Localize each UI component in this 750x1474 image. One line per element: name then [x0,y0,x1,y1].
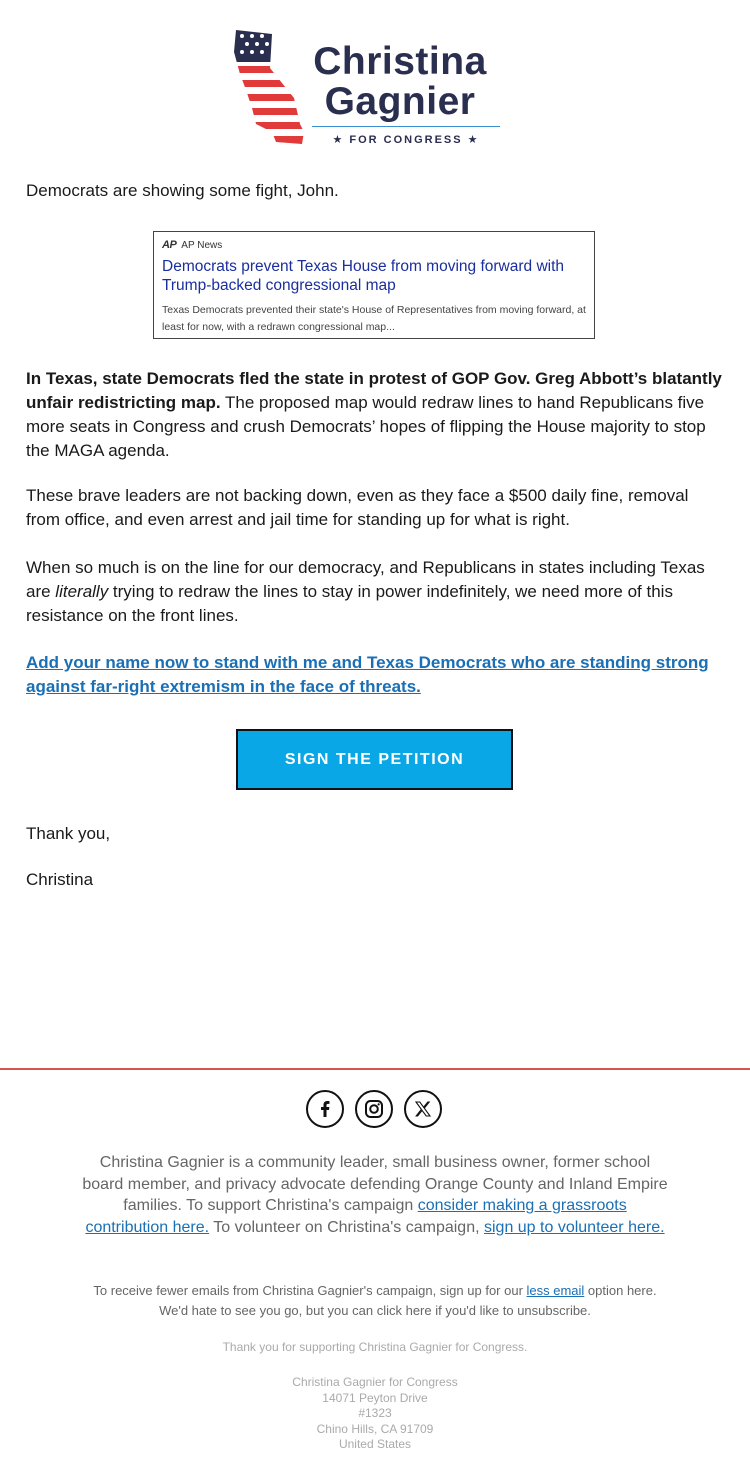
less-email-link[interactable]: less email [526,1283,585,1298]
unsubscribe-text-b[interactable]: option here. We'd hate to see you go, but you can click here if you'd like to unsubscribe. [159,1283,657,1318]
news-description: Texas Democrats prevented their state's House of Representatives from moving forward, at least for now, with a redrawn congressional map... [162,304,586,333]
bio-text-a: Christina Gagnier is a community leader, small business owner, former school board member, and privacy advocate defending Orange County and Inland Empire families. To support Christina's campaign [82,1154,668,1214]
campaign-logo [232,28,522,148]
ap-logo: AP [162,239,177,251]
news-source-name: AP News [181,240,223,251]
paragraph-3 [26,556,726,628]
address-line: Christina Gagnier for Congress [292,1375,458,1389]
unsubscribe-text-a: To receive fewer emails from Christina Gagnier's campaign, sign up for our [93,1283,527,1298]
paragraph-3-b: trying to redraw the lines to stay in power indefinitely, we need more of this resistance on the front lines. [26,582,673,625]
news-card[interactable] [153,231,595,339]
mailing-address [200,1375,550,1453]
paragraph-1-rest: The proposed map would redraw lines to hand Republicans five more seats in Congress and crush Democrats’ hopes of flipping the House majority to stop the MAGA agenda. [26,393,706,460]
logo-name-line1: Christina [313,40,487,83]
unsubscribe-text [80,1281,670,1321]
logo-name [280,42,520,122]
closing-text: Thank you, [26,824,111,843]
logo-subtitle: ★ FOR CONGRESS ★ [332,134,480,146]
footer-divider [0,1068,750,1070]
support-text: Thank you for supporting Christina Gagnier for Congress. [222,1340,528,1354]
paragraph-1 [26,367,726,463]
news-title[interactable]: Democrats prevent Texas House from moving forward with Trump-backed congressional map [162,258,565,294]
bio-text [80,1152,670,1238]
bio-text-b: To volunteer on Christina's campaign, [209,1218,484,1236]
facebook-icon[interactable] [306,1090,344,1128]
address-line: Chino Hills, CA 91709 [316,1421,434,1436]
paragraph-3-em: literally [55,582,109,601]
contribution-link[interactable]: consider making a grassroots contribution here. [85,1197,627,1236]
paragraph-1-bold: In Texas, state Democrats fled the state in protest of GOP Gov. Greg Abbott’s blatantly unfair redistricting map. [26,369,722,412]
instagram-icon[interactable] [355,1090,393,1128]
paragraph-2: These brave leaders are not backing down, even as they face a $500 daily fine, removal from office, and even arrest and jail time for standing up for what is right. [26,486,689,529]
x-icon[interactable] [404,1090,442,1128]
intro-text: Democrats are showing some fight, John. [26,181,339,200]
address-line: United States [338,1437,412,1451]
logo-rule [312,126,500,127]
news-source [162,239,222,251]
address-line: 14071 Peyton Drive [322,1390,428,1405]
signature: Christina [26,870,94,889]
petition-link[interactable]: Add your name now to stand with me and Texas Democrats who are standing strong against far-right extremism in the face of threats. [26,653,709,696]
address-line: #1323 [358,1406,392,1420]
logo-name-line2: Gagnier [324,80,476,123]
sign-petition-button[interactable]: SIGN THE PETITION [236,729,513,790]
paragraph-3-a: When so much is on the line for our democracy, and Republicans in states including Texas are [26,558,705,601]
volunteer-link[interactable]: sign up to volunteer here. [483,1218,665,1236]
